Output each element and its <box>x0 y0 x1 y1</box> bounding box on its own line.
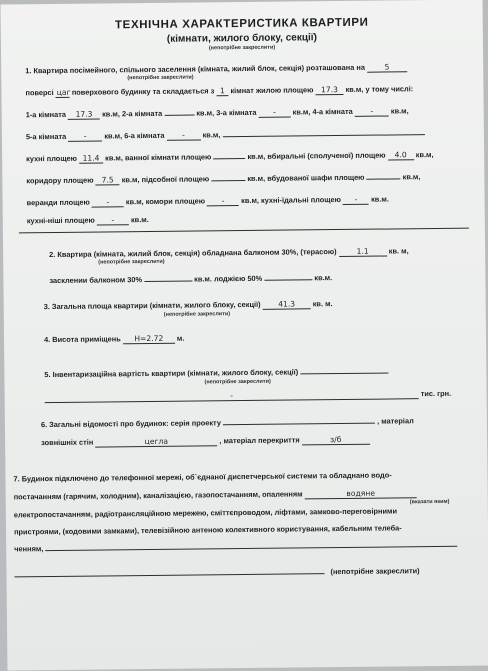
s3-total-area-field[interactable]: 41.3 <box>263 299 311 310</box>
s7-line3: електропостачанням, радіотрансляційною мережею, сміттєпроводом, ліфтами, замково-переговірними <box>13 506 398 520</box>
s1-bottom-rule <box>19 228 469 234</box>
s2-loggia-field[interactable] <box>264 279 312 281</box>
s1-niche-field[interactable]: - <box>97 215 129 225</box>
s5-line: 5. Інвентаризаційна вартість квартири (кімнати, жилого блоку, секції) <box>44 367 388 380</box>
s1-auxiliary-field[interactable] <box>211 180 245 181</box>
s3-note: (непотрібне закреслити) <box>163 311 231 318</box>
s1-storage-field[interactable]: - <box>207 196 239 206</box>
s7-line4: пристроями, (кодовими замками), телевізійною антеною колективного користування, кабельним телеба- <box>14 523 402 537</box>
s1-kitchen-dining-field[interactable]: - <box>343 195 369 205</box>
s7-line1: 7. Будинок підключено до телефонної мережі, об`єднаної диспетчерської системи та обладнано водо- <box>13 470 392 484</box>
s2-balcony-field[interactable]: 1.1 <box>339 247 387 258</box>
s1-room2-field[interactable] <box>164 115 194 116</box>
s1-line1: 1. Квартира посімейного, спільного заселення (кімната, жилий блок, секція) розташована на 5 <box>25 62 407 76</box>
s1-room3-field[interactable]: - <box>258 108 290 118</box>
s5-line2: - тис. грн. <box>45 389 452 403</box>
s1-extra-field[interactable] <box>222 134 424 137</box>
s1-rooms-field[interactable]: 1 <box>216 86 228 96</box>
s1-note: (непотрібне закреслити) <box>127 74 194 82</box>
s6-walls-field[interactable]: цегла <box>95 436 217 447</box>
s7-heating-field[interactable]: водяне <box>305 488 417 499</box>
s1-room5-field[interactable]: - <box>68 131 102 141</box>
s1-line6: коридору площею 7.5 кв.м, підсобної площею кв.м, вбудованої шафи площею кв.м, <box>26 172 421 186</box>
s1-corridor-field[interactable]: 7.5 <box>96 175 120 185</box>
s1-line3: 1-а кімната 17.3 кв.м, 2-а кімната кв.м, 3-а кімната - кв.м, 4-а кімната - кв.м, <box>25 106 409 120</box>
s2-glazed-field[interactable] <box>144 281 192 283</box>
s1-floor-field[interactable]: цаг <box>56 87 71 97</box>
s3-line: 3. Загальна площа квартири (кімнати, жилого блоку, секції) 41.3 кв. м. <box>43 299 333 312</box>
s1-line7: веранди площею - кв.м, комори площею - кв.м, кухні-їдальні площею - кв.м. <box>26 194 389 208</box>
s1-toilet-field[interactable]: 4.0 <box>388 150 414 160</box>
s1-living-area-field[interactable]: 17.3 <box>315 85 343 95</box>
document-page <box>1 0 488 671</box>
s1-room1-field[interactable]: 17.3 <box>68 110 100 120</box>
s7-line2: постачанням (гарячим, холодним), каналізацією, газопостачанням, опаленням водяне <box>14 488 417 502</box>
s7-extra-field[interactable] <box>45 546 457 551</box>
s1-room4-field[interactable]: - <box>355 106 389 116</box>
s2-note: (непотрібне закреслити) <box>98 258 165 266</box>
s5-cost-field[interactable]: - <box>45 389 419 403</box>
s5-inventory-field[interactable] <box>300 373 388 375</box>
s1-line4: 5-а кімната - кв.м, 6-а кімната - кв.м, <box>26 128 425 142</box>
s7-note: (вказати яким) <box>409 498 450 506</box>
s1-line5: кухні площею 11.4 кв.м, ванної кімнати площею кв.м, вбиральні (сполученої) площею 4.0 кв.м, <box>26 150 434 164</box>
s1-wardrobe-field[interactable] <box>367 178 401 179</box>
s7-line5: ченням, <box>14 540 457 554</box>
s6-line1: 6. Загальні відомості про будинок: серія проекту , матеріал <box>40 416 414 430</box>
s1-location-field[interactable]: 5 <box>367 62 407 72</box>
document-subtitle: (кімнати, жилого блоку, секції) <box>166 32 317 45</box>
s4-height-field[interactable]: H=2.72 <box>123 334 175 345</box>
s7-bottom-note: (непотрібне закреслити) <box>330 566 420 577</box>
s6-line2: зовнішніх стін цегла , матеріал перекриття з/б <box>41 435 370 448</box>
subtitle-note: (непотрібне закреслити) <box>208 44 276 52</box>
s7-bottom-rule <box>15 573 325 577</box>
s2-line2: засклении балконом 30% кв.м. лоджією 50% кв.м. <box>49 273 333 286</box>
s4-line: 4. Висота приміщень H=2.72 м. <box>43 333 185 345</box>
s2-line1: 2. Квартира (кімната, жилий блок, секція) обладнана балконом 30%, (терасою) 1.1 кв. м, <box>49 246 409 260</box>
s1-veranda-field[interactable]: - <box>92 197 124 207</box>
s1-line2: поверсі цаг поверхового будинку та складається з 1 кімнат жилою площею 17.3 кв.м, у тому числі: <box>25 84 414 98</box>
s1-bathroom-field[interactable] <box>213 158 245 159</box>
s1-line8: кухні-ніші площею - кв.м. <box>26 215 149 226</box>
s1-kitchen-field[interactable]: 11.4 <box>79 153 103 163</box>
s1-room6-field[interactable]: - <box>166 130 200 140</box>
s5-note: (непотрібне закреслити) <box>204 378 271 386</box>
document-title: ТЕХНІЧНА ХАРАКТЕРИСТИКА КВАРТИРИ <box>114 16 369 32</box>
s6-floors-field[interactable]: з/б <box>302 435 370 446</box>
s6-series-field[interactable] <box>223 423 375 426</box>
